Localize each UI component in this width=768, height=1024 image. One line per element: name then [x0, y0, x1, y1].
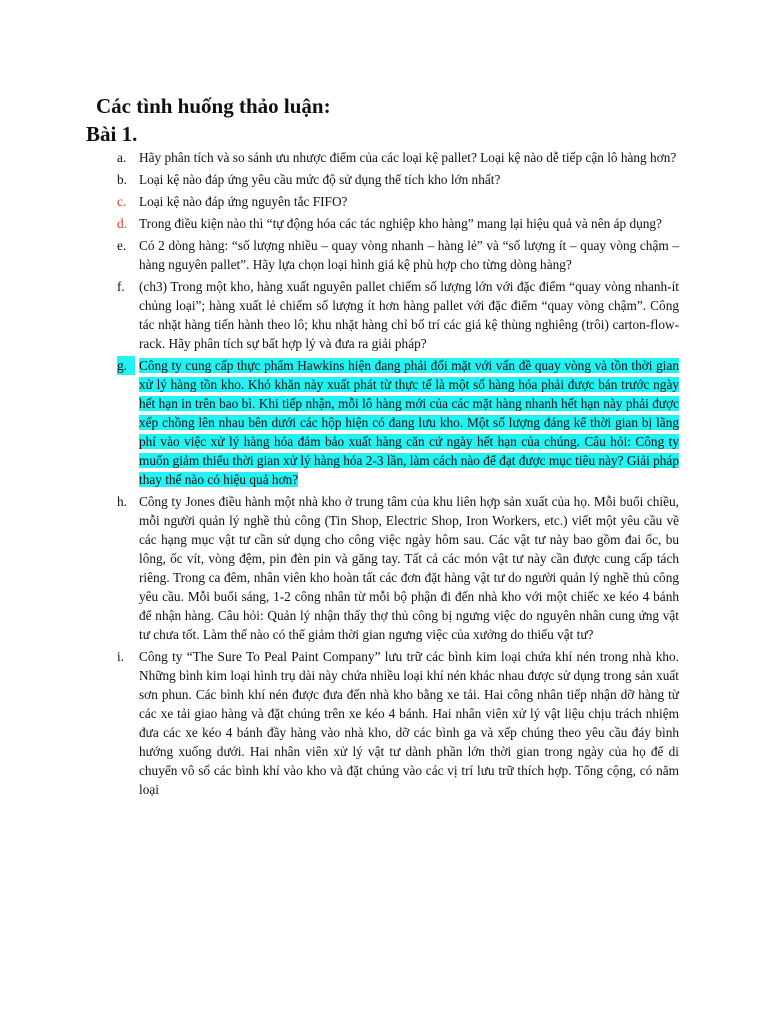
item-marker: b. [117, 172, 127, 187]
item-text: Loại kệ nào đáp ứng yêu cầu mức độ sử dụng thể tích kho lớn nhất? [139, 172, 501, 187]
item-marker: d. [117, 216, 127, 231]
question-item-d [0, 214, 679, 233]
item-text: Trong điều kiện nào thì “tự động hóa các tác nghiệp kho hàng” mang lại hiệu quả và nên áp dụng? [139, 216, 662, 231]
item-text: Loại kệ nào đáp ứng nguyên tắc FIFO? [139, 194, 348, 209]
section-heading: Bài 1. [86, 122, 138, 146]
item-text: Có 2 dòng hàng: “số lượng nhiều – quay vòng nhanh – hàng lẻ” và “số lượng ít – quay vòng chậm – hàng nguyên pallet”. Hãy lựa chọn loại hình giá kệ phù hợp cho từng dòng hàng? [139, 238, 679, 272]
item-marker: e. [117, 238, 127, 253]
question-item-c [0, 192, 679, 211]
question-item-g-highlighted [0, 356, 679, 489]
item-marker: a. [117, 150, 127, 165]
item-marker: f. [117, 279, 125, 294]
page-title: Các tình huống thảo luận: [96, 94, 331, 118]
question-item-b [0, 170, 679, 189]
item-marker: g. [117, 356, 135, 375]
item-text: Công ty “The Sure To Peal Paint Company” lưu trữ các bình kim loại chứa khí nén trong nhà kho. Những bình kim loại hình trụ dài này chứa nhiều loại khí nén khác nhau được sử dụng trong sản xuất sơn phun. Các bình khí nén được đưa đến nhà kho bằng xe tải. Hai công nhân tiếp nhận dỡ hàng từ các xe tải giao hàng và đặt chúng trên xe kéo 4 bánh. Hai nhân viên xử lý vật liệu chịu trách nhiệm đưa các xe kéo 4 bánh đầy hàng vào nhà kho, dỡ các bình ga và xếp chúng theo yêu cầu đáy bình hướng xuống dưới. Hai nhân viên xử lý vật tư dành phần lớn thời gian trong ngày của họ để di chuyển vô số các bình khí vào kho và đặt chúng vào các vị trí lưu trữ thích hợp. Tổng cộng, có năm loại [139, 649, 679, 797]
question-item-h [0, 492, 679, 644]
item-text: Công ty Jones điều hành một nhà kho ở trung tâm của khu liên hợp sản xuất của họ. Mỗi buổi chiều, mỗi người quản lý nghề thủ công (Tin Shop, Electric Shop, Iron Workers, etc.) viết một yêu cầu về các hạng mục vật tư cần sử dụng cho công việc ngày hôm sau. Các vật tư này bao gồm đai ốc, bu lông, ốc vít, vòng đệm, pin đèn pin và găng tay. Tất cả các món vật tư này cần được cung cấp tách riêng. Trong ca đêm, nhân viên kho hoàn tất các đơn đặt hàng vật tư do người quản lý nghề thủ công yêu cầu. Mỗi buổi sáng, 1-2 công nhân từ mỗi bộ phận đi đến nhà kho với một chiếc xe kéo 4 bánh để nhận hàng. Câu hỏi: Quản lý nhận thấy thợ thủ công bị ngưng việc do nguyên nhân cung ứng vật tư chưa tốt. Làm thế nào có thể giảm thời gian ngưng việc của xưởng do thiếu vật tư? [139, 494, 679, 642]
item-marker: c. [117, 194, 127, 209]
item-text-highlighted: Công ty cung cấp thực phẩm Hawkins hiện đang phải đối mặt với vấn đề quay vòng và tồn thời gian xử lý hàng tồn kho. Khó khăn này xuất phát từ thực tế là một số hàng hóa phải được bán trước ngày hết hạn in trên bao bì. Khi tiếp nhận, mỗi lô hàng mới của các mặt hàng nhanh hết hạn này phải được xếp chồng lên nhau bên dưới các hộp hiện có đang lưu kho. Một số lượng đáng kể thời gian bị lãng phí vào việc xử lý hàng hóa đảm bảo xuất hàng căn cứ ngày hết hạn của chúng. Câu hỏi: Công ty muốn giảm thiểu thời gian xử lý hàng hóa 2-3 lần, làm cách nào để đạt được mục tiêu này? Giải pháp thay thế nào có hiệu quả hơn? [139, 358, 679, 487]
question-item-e [0, 236, 679, 274]
item-marker: h. [117, 494, 127, 509]
item-text: Hãy phân tích và so sánh ưu nhược điểm của các loại kệ pallet? Loại kệ nào dễ tiếp cận lô hàng hơn? [139, 150, 677, 165]
question-item-i [0, 647, 679, 799]
item-text: (ch3) Trong một kho, hàng xuất nguyên pallet chiếm số lượng lớn với đặc điểm “quay vòng nhanh-ít chủng loại”; hàng xuất lẻ chiếm số lượng ít hơn hàng pallet với đặc điểm “quay vòng chậm”. Công tác nhặt hàng tiến hành theo lô; khu nhặt hàng chỉ bố trí các giá kệ thùng nghiêng (trôi) carton-flow-rack. Hãy phân tích sự bất hợp lý và đưa ra giải pháp? [139, 279, 679, 351]
question-item-a [0, 148, 679, 167]
item-marker: i. [117, 649, 125, 664]
question-list [0, 148, 768, 802]
question-item-f [0, 277, 679, 353]
